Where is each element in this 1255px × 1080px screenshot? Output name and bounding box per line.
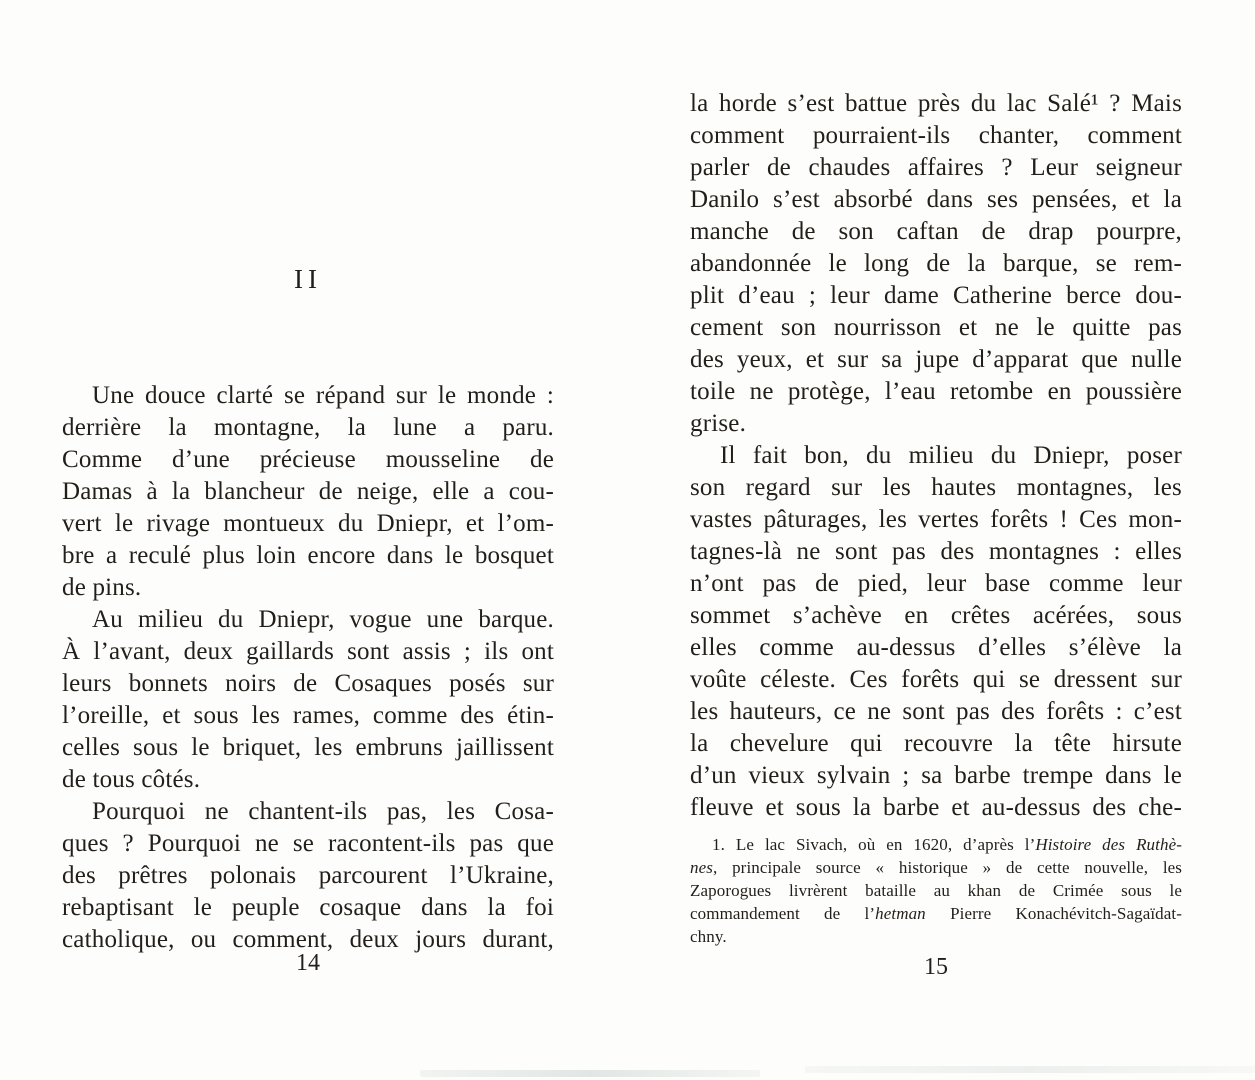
scan-edge-shadow [805, 1066, 1255, 1073]
text-line [690, 248, 1182, 280]
text-segment: comment pourraient-ils chanter, comment [690, 122, 1182, 149]
text-line [690, 408, 1182, 440]
text-line [690, 152, 1182, 184]
text-line [62, 668, 554, 700]
text-line [62, 476, 554, 508]
text-line [690, 344, 1182, 376]
text-line [690, 280, 1182, 312]
text-line [62, 636, 554, 668]
text-segment: les hauteurs, ce ne sont pas des forêts : c’est [690, 698, 1182, 725]
text-line [690, 833, 1182, 856]
text-line [690, 879, 1182, 902]
text-segment: commandement de l’ [690, 904, 876, 923]
text-line [62, 764, 554, 796]
right-page-text-block [690, 88, 1182, 824]
text-line [62, 572, 554, 604]
text-line [690, 632, 1182, 664]
text-segment: cement son nourrisson et ne le quitte pas [690, 314, 1182, 341]
text-line [690, 88, 1182, 120]
text-segment: Comme d’une précieuse mousseline de [62, 446, 554, 473]
text-segment: À l’avant, deux gaillards sont assis ; ils ont [62, 638, 554, 665]
text-segment: plit d’eau ; leur dame Catherine berce dou- [690, 282, 1182, 309]
text-line [690, 312, 1182, 344]
text-segment: Une douce clarté se répand sur le monde : [92, 382, 554, 409]
text-segment: n’ont pas de pied, leur base comme leur [690, 570, 1182, 597]
text-segment: des prêtres polonais parcourent l’Ukraine, [62, 862, 554, 889]
italic-text: Histoire des Ruthè- [1035, 835, 1182, 854]
text-segment: la horde s’est battue près du lac Salé¹ ? Mais [690, 90, 1182, 117]
text-segment: Danilo s’est absorbé dans ses pensées, et la [690, 186, 1182, 213]
text-segment: fleuve et sous la barbe et au-dessus des che- [690, 794, 1182, 821]
text-segment: d’un vieux sylvain ; sa barbe trempe dans le [690, 762, 1182, 789]
text-segment: la chevelure qui recouvre la tête hirsute [690, 730, 1182, 757]
text-line [62, 508, 554, 540]
text-segment: grise. [690, 410, 747, 437]
text-segment: son regard sur les hautes montagnes, les [690, 474, 1182, 501]
text-segment: de tous côtés. [62, 766, 201, 793]
text-segment: parler de chaudes affaires ? Leur seigneur [690, 154, 1182, 181]
text-line [62, 604, 554, 636]
text-segment: sommet s’achève en crêtes acérées, sous [690, 602, 1182, 629]
text-line [690, 568, 1182, 600]
text-segment: Damas à la blancheur de neige, elle a cou- [62, 478, 554, 505]
text-segment: rebaptisant le peuple cosaque dans la foi [62, 894, 554, 921]
text-segment: catholique, ou comment, deux jours durant, [62, 926, 554, 953]
page-number-left: 14 [296, 950, 320, 976]
text-line [62, 892, 554, 924]
text-line [690, 925, 1182, 948]
text-line [690, 902, 1182, 925]
text-segment: elles comme au-dessus d’elles s’élève la [690, 634, 1182, 661]
text-segment: , principale source « historique » de cette nouvelle, les [712, 858, 1182, 877]
text-line [62, 828, 554, 860]
text-line [62, 540, 554, 572]
left-page-text-block [62, 380, 554, 956]
text-segment: des yeux, et sur sa jupe d’apparat que nulle [690, 346, 1182, 373]
text-line [690, 472, 1182, 504]
text-segment: derrière la montagne, la lune a paru. [62, 414, 554, 441]
italic-text: hetman [875, 904, 926, 923]
text-line [690, 728, 1182, 760]
text-line [690, 760, 1182, 792]
text-segment: l’oreille, et sous les rames, comme des étin- [62, 702, 554, 729]
text-line [690, 664, 1182, 696]
text-line [690, 504, 1182, 536]
text-line [690, 184, 1182, 216]
text-segment: Au milieu du Dniepr, vogue une barque. [92, 606, 554, 633]
text-segment: Il fait bon, du milieu du Dniepr, poser [720, 442, 1182, 469]
text-line [62, 412, 554, 444]
text-line [62, 732, 554, 764]
text-segment: tagnes-là ne sont pas des montagnes : elles [690, 538, 1182, 565]
text-line [690, 696, 1182, 728]
text-line [690, 120, 1182, 152]
text-line [62, 380, 554, 412]
text-segment: vastes pâturages, les vertes forêts ! Ces mon- [690, 506, 1182, 533]
footnote-block [690, 833, 1182, 948]
text-line [62, 796, 554, 828]
text-segment: bre a reculé plus loin encore dans le bosquet [62, 542, 554, 569]
text-segment: vert le rivage montueux du Dniepr, et l’om- [62, 510, 554, 537]
text-line [62, 444, 554, 476]
text-line [690, 440, 1182, 472]
text-segment: toile ne protège, l’eau retombe en poussière [690, 378, 1182, 405]
text-segment: Zaporogues livrèrent bataille au khan de Crimée sous le [690, 881, 1182, 900]
text-segment: Pierre Konachévitch-Sagaïdat- [925, 904, 1182, 923]
text-segment: de pins. [62, 574, 142, 601]
page-number-right: 15 [924, 954, 948, 980]
text-line [690, 600, 1182, 632]
italic-text: nes [690, 858, 713, 877]
text-segment: 1. Le lac Sivach, où en 1620, d’après l’ [712, 835, 1036, 854]
text-segment: celles sous le briquet, les embruns jaillissent [62, 734, 554, 761]
text-line [690, 376, 1182, 408]
text-segment: leurs bonnets noirs de Cosaques posés sur [62, 670, 554, 697]
text-line [690, 792, 1182, 824]
chapter-heading: II [294, 264, 322, 294]
text-segment: manche de son caftan de drap pourpre, [690, 218, 1182, 245]
text-line [690, 536, 1182, 568]
text-line [62, 700, 554, 732]
text-line [690, 216, 1182, 248]
text-segment: ques ? Pourquoi ne se racontent-ils pas que [62, 830, 554, 857]
text-line [690, 856, 1182, 879]
text-segment: abandonnée le long de la barque, se rem- [690, 250, 1182, 277]
scan-edge-shadow [420, 1070, 760, 1077]
text-segment: Pourquoi ne chantent-ils pas, les Cosa- [92, 798, 554, 825]
text-line [62, 860, 554, 892]
text-segment: chny. [690, 927, 727, 946]
text-segment: voûte céleste. Ces forêts qui se dressent sur [690, 666, 1182, 693]
